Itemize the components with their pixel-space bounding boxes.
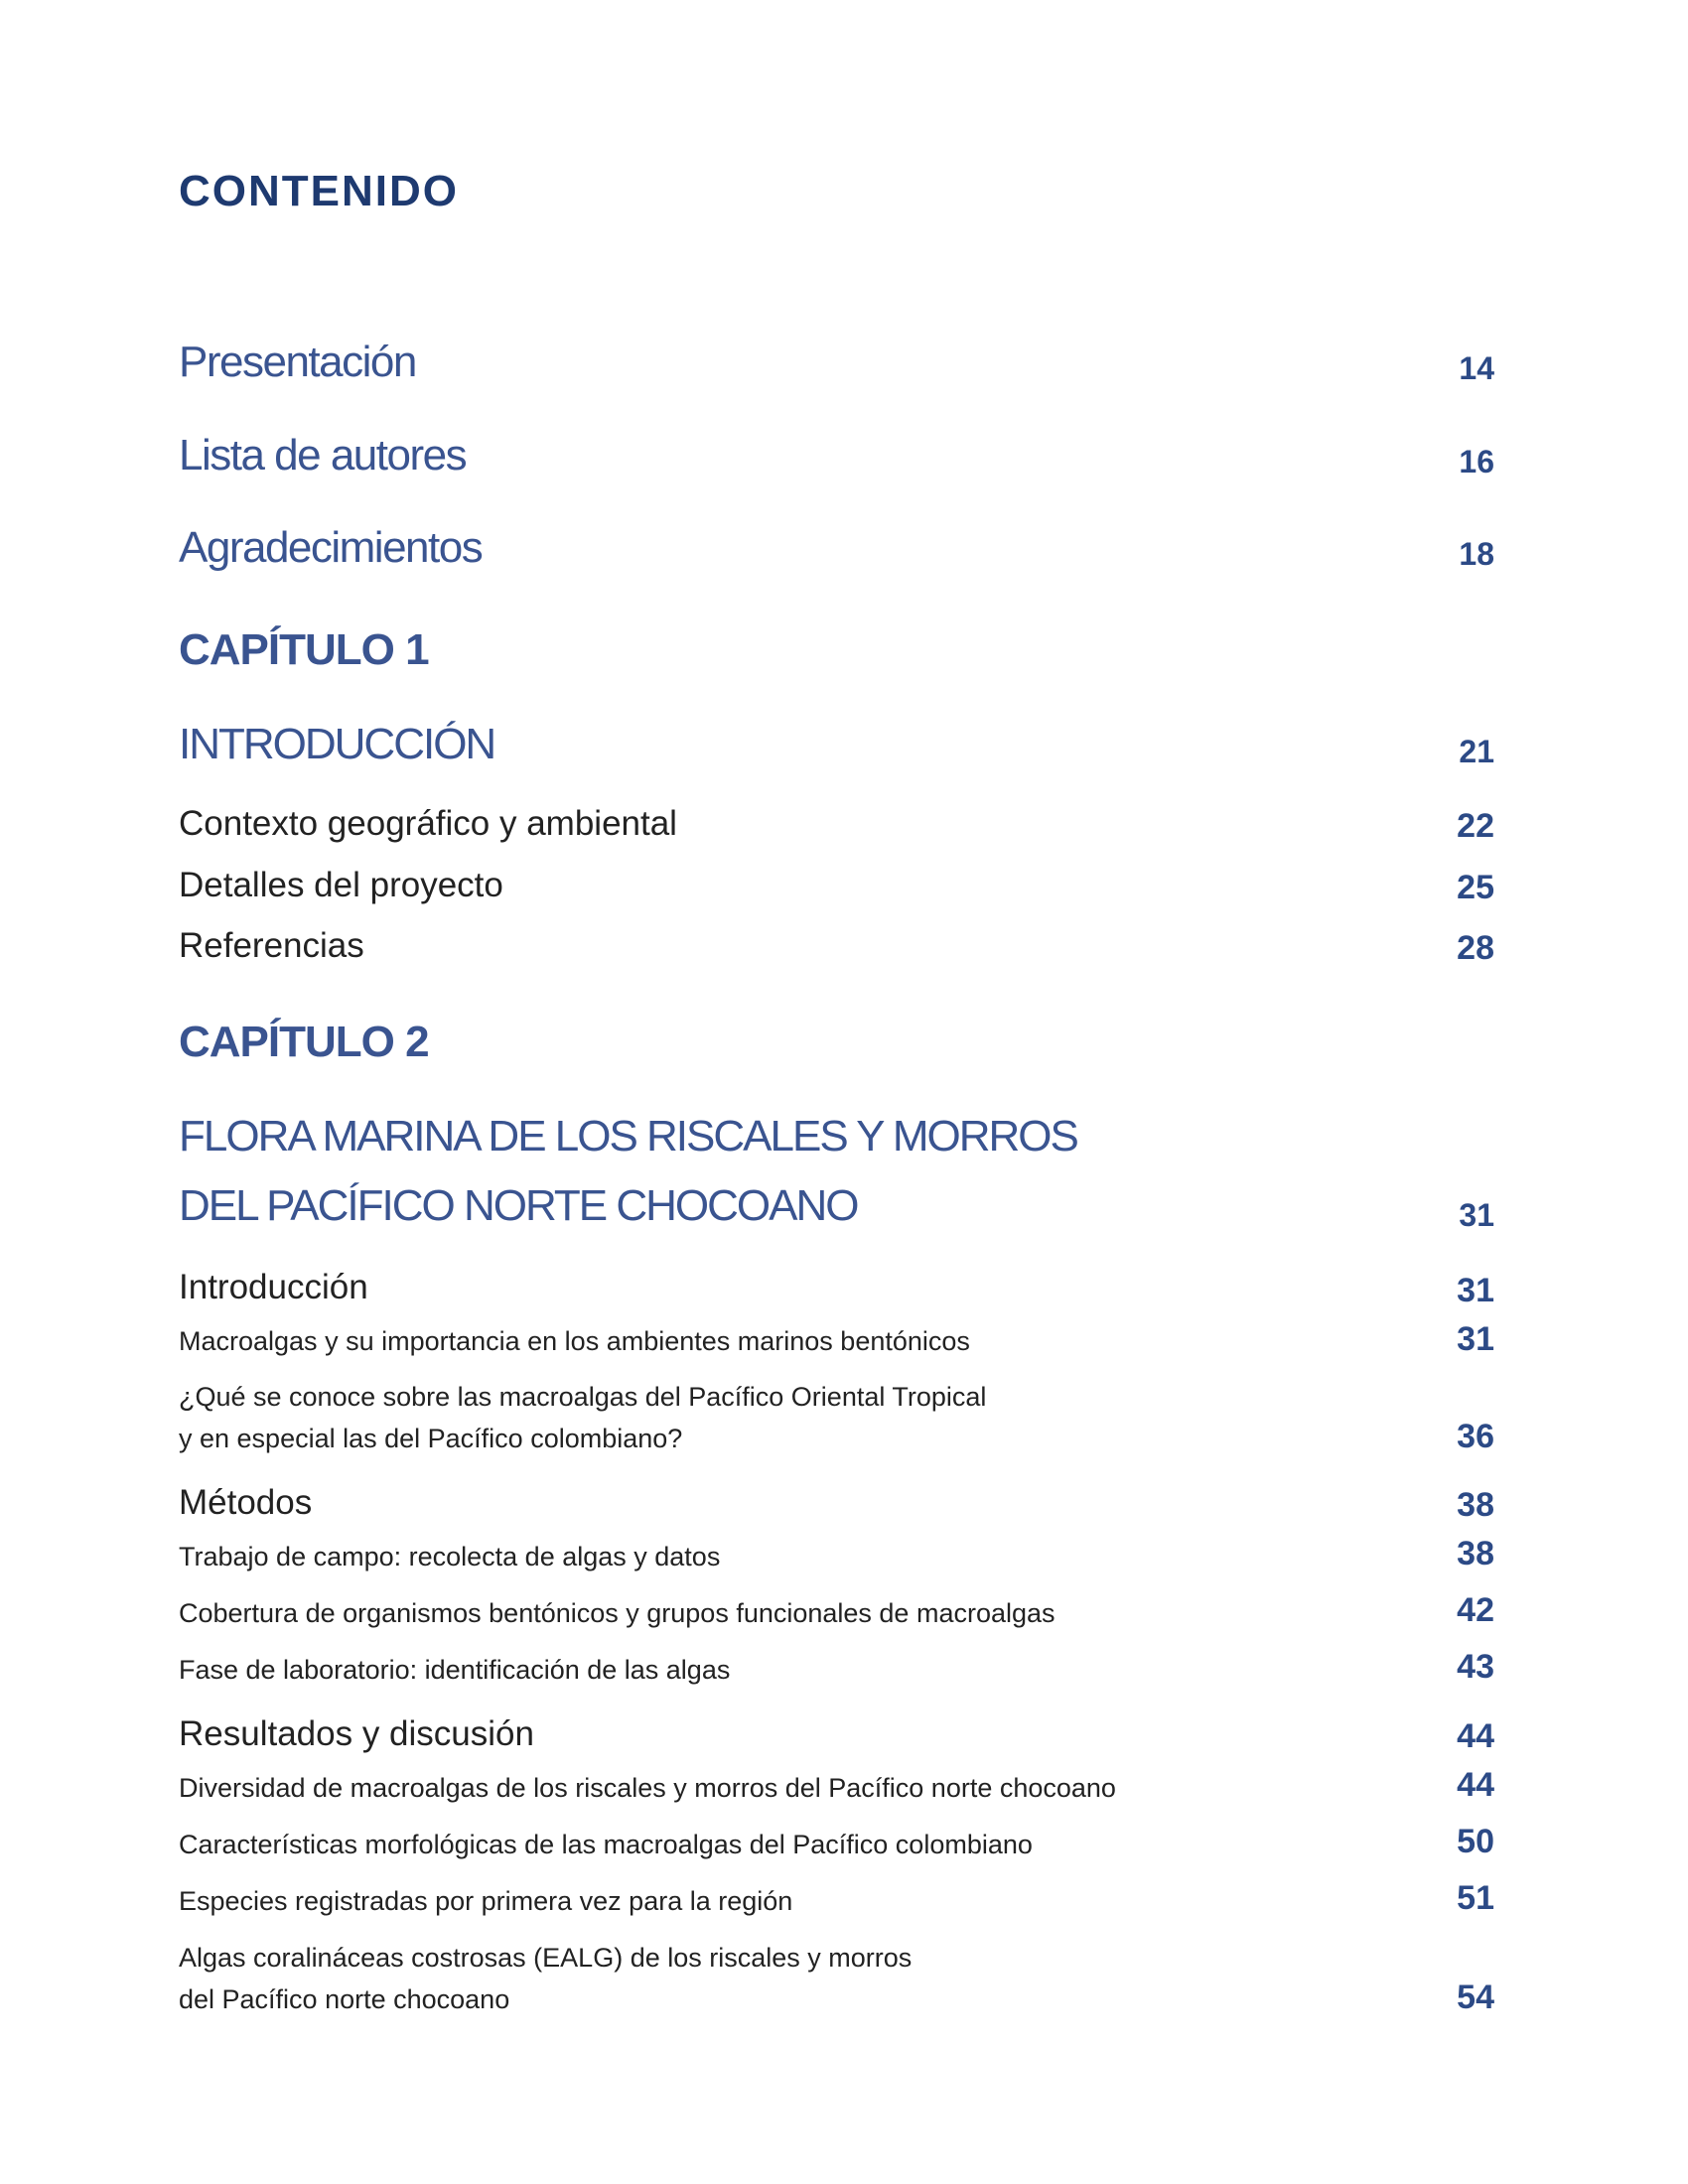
toc-page-number: 44	[1457, 1717, 1494, 1755]
toc-subsection: Trabajo de campo: recolecta de algas y datos	[179, 1542, 721, 1571]
toc-subsection: Macroalgas y su importancia en los ambientes marinos bentónicos	[179, 1326, 970, 1356]
toc-page-number: 31	[1457, 1320, 1494, 1358]
toc-entry-referencias: Referencias	[179, 926, 364, 965]
toc-page-number: 22	[1457, 807, 1494, 845]
toc-subsection-line-1: Algas coralináceas costrosas (EALG) de los riscales y morros	[179, 1943, 913, 1973]
page-title: CONTENIDO	[179, 167, 459, 215]
toc-subsection-line-1: ¿Qué se conoce sobre las macroalgas del Pacífico Oriental Tropical	[179, 1382, 987, 1412]
toc-page-number: 44	[1457, 1766, 1494, 1804]
toc-section-introduccion: Introducción	[179, 1268, 368, 1306]
toc-page-number: 14	[1459, 350, 1494, 386]
toc-entry-contexto: Contexto geográfico y ambiental	[179, 804, 677, 843]
toc-subsection: Especies registradas por primera vez para la región	[179, 1886, 793, 1916]
toc-page-number: 54	[1457, 1979, 1494, 2016]
toc-section-resultados: Resultados y discusión	[179, 1714, 534, 1753]
toc-page-number: 31	[1459, 1197, 1494, 1233]
toc-entry-agradecimientos: Agradecimientos	[179, 523, 483, 572]
chapter-1-heading: CAPÍTULO 1	[179, 625, 429, 674]
toc-page-number: 36	[1457, 1418, 1494, 1455]
toc-section-metodos: Métodos	[179, 1483, 313, 1522]
toc-entry-detalles: Detalles del proyecto	[179, 866, 503, 904]
toc-page-number: 21	[1459, 734, 1494, 769]
toc-page-number: 42	[1457, 1591, 1494, 1629]
toc-subsection: Diversidad de macroalgas de los riscales y morros del Pacífico norte chocoano	[179, 1773, 1116, 1803]
toc-page-number: 38	[1457, 1535, 1494, 1572]
toc-subsection: Fase de laboratorio: identificación de las algas	[179, 1655, 731, 1685]
toc-page-number: 38	[1457, 1486, 1494, 1524]
toc-page-number: 25	[1457, 869, 1494, 906]
toc-page-number: 28	[1457, 929, 1494, 967]
toc-subsection-line-2: y en especial las del Pacífico colombiano?	[179, 1424, 683, 1453]
chapter-2-heading: CAPÍTULO 2	[179, 1018, 429, 1066]
toc-subsection: Características morfológicas de las macroalgas del Pacífico colombiano	[179, 1830, 1033, 1859]
toc-page-number: 31	[1457, 1272, 1494, 1309]
toc-entry-autores: Lista de autores	[179, 431, 467, 479]
chapter-1-title: INTRODUCCIÓN	[179, 720, 495, 768]
toc-page-number: 16	[1459, 444, 1494, 479]
chapter-2-title-line-2: DEL PACÍFICO NORTE CHOCOANO	[179, 1181, 858, 1230]
toc-page-number: 51	[1457, 1879, 1494, 1917]
toc-page-number: 43	[1457, 1648, 1494, 1686]
chapter-2-title-line-1: FLORA MARINA DE LOS RISCALES Y MORROS	[179, 1112, 1077, 1160]
toc-entry-presentacion: Presentación	[179, 338, 416, 386]
toc-page-number: 18	[1459, 536, 1494, 572]
toc-page-number: 50	[1457, 1823, 1494, 1860]
toc-subsection-line-2: del Pacífico norte chocoano	[179, 1984, 510, 2014]
toc-subsection: Cobertura de organismos bentónicos y grupos funcionales de macroalgas	[179, 1598, 1055, 1628]
